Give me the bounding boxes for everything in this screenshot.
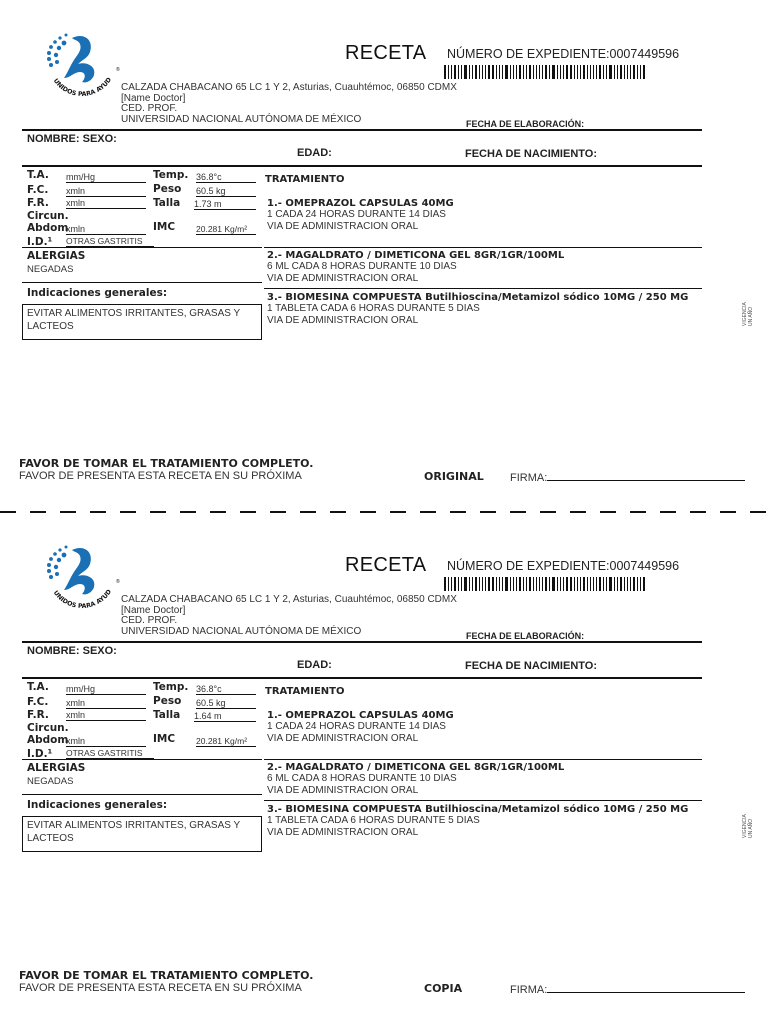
barcode-bar [472, 577, 473, 591]
barcode-bar [469, 577, 470, 591]
med-1-name: 1.- OMEPRAZOL CAPSULAS 40MG [267, 710, 454, 721]
med-divider-2 [264, 288, 702, 289]
med-1-dose: 1 CADA 24 HORAS DURANTE 14 DIAS [267, 209, 446, 220]
barcode-bar [542, 577, 543, 591]
cedula-profesional: CED. PROF. [121, 615, 178, 626]
abdom-value: xmln [66, 736, 146, 747]
ta-value: mm/Hg [66, 172, 146, 183]
barcode-bar [627, 577, 628, 591]
signature-line [547, 982, 745, 993]
barcode-bar [557, 65, 558, 79]
med-2-route: VIA DE ADMINISTRACION ORAL [267, 272, 419, 284]
barcode-bar [488, 577, 490, 591]
barcode-bar [488, 65, 490, 79]
barcode-bar [633, 577, 635, 591]
fc-value: xmln [66, 186, 146, 197]
barcode-bar [461, 577, 462, 591]
circun-label: Circun. [27, 210, 69, 222]
indicaciones-divider [22, 794, 262, 795]
barcode-bar [496, 577, 497, 591]
prescription-copy [0, 512, 768, 1012]
barcode-bar [444, 577, 446, 591]
copy-type-label: ORIGINAL [424, 470, 484, 483]
barcode-bar [469, 65, 470, 79]
university-name: UNIVERSIDAD NACIONAL AUTÓNOMA DE MÉXICO [121, 625, 362, 637]
barcode-bar [539, 577, 540, 591]
barcode-bar [599, 577, 601, 591]
talla-label: Talla [153, 197, 181, 209]
barcode-bar [519, 577, 521, 591]
barcode-bar [513, 577, 514, 591]
id-label: I.D.¹ [27, 748, 53, 760]
barcode-bar [451, 577, 452, 591]
barcode-bar [510, 577, 511, 591]
expediente-number: NÚMERO DE EXPEDIENTE:0007449596 [447, 559, 680, 573]
barcode-bar [640, 65, 641, 79]
barcode-bar [563, 577, 564, 591]
barcode-bar [536, 577, 537, 591]
barcode-bar [526, 577, 527, 591]
med-3-route: VIA DE ADMINISTRACION ORAL [267, 314, 419, 326]
expediente-number: NÚMERO DE EXPEDIENTE:0007449596 [447, 47, 680, 61]
barcode-bar [485, 65, 486, 79]
footer-bold-note: FAVOR DE TOMAR EL TRATAMIENTO COMPLETO. [19, 457, 314, 470]
barcode-bar [609, 65, 612, 79]
ta-value: mm/Hg [66, 684, 146, 695]
university-name: UNIVERSIDAD NACIONAL AUTÓNOMA DE MÉXICO [121, 113, 362, 125]
fc-label: F.C. [27, 696, 49, 708]
abdom-label: Abdom [27, 734, 69, 746]
med-1-route: VIA DE ADMINISTRACION ORAL [267, 732, 419, 744]
barcode-bar [533, 65, 534, 79]
barcode-bar [510, 65, 511, 79]
barcode-bar [516, 65, 517, 79]
barcode-bar [566, 577, 568, 591]
prescription-original [0, 0, 768, 500]
barcode-bar [557, 577, 558, 591]
svg-text:UNIDOS PARA AYUDAR: UNIDOS PARA AYUD [51, 76, 114, 99]
svg-text:UNIDOS PARA AYUDAR: UNIDOS PARA AYUD [51, 588, 114, 611]
fecha-nacimiento-label: FECHA DE NACIMIENTO: [465, 660, 597, 672]
barcode-bar [587, 65, 588, 79]
barcode [444, 577, 684, 591]
patient-divider [22, 677, 702, 679]
barcode-bar [448, 577, 449, 591]
indicaciones-box: EVITAR ALIMENTOS IRRITANTES, GRASAS Y LACTEOS [22, 816, 262, 852]
med-2-name: 2.- MAGALDRATO / DIMETICONA GEL 8GR/1GR/100ML [267, 250, 565, 261]
alergias-label: ALERGIAS [27, 762, 86, 774]
signature-line [547, 470, 745, 481]
barcode-bar [475, 577, 477, 591]
signature-field[interactable] [510, 470, 745, 484]
imc-label: IMC [153, 733, 176, 745]
barcode-bar [552, 577, 555, 591]
clinic-address: CALZADA CHABACANO 65 LC 1 Y 2, Asturias, Cuauhtémoc, 06850 CDMX [121, 594, 457, 605]
med-2-dose: 6 ML CADA 8 HORAS DURANTE 10 DIAS [267, 261, 457, 272]
edad-label: EDAD: [297, 659, 332, 671]
barcode-bar [614, 577, 615, 591]
barcode-bar [643, 577, 645, 591]
barcode-bar [637, 577, 638, 591]
barcode-bar [560, 65, 561, 79]
barcode-bar [513, 65, 514, 79]
med-3 [267, 804, 688, 838]
med-1-name: 1.- OMEPRAZOL CAPSULAS 40MG [267, 198, 454, 209]
barcode-bar [448, 65, 449, 79]
barcode-bar [574, 577, 575, 591]
clinic-address-block [121, 83, 457, 125]
abdom-value: xmln [66, 224, 146, 235]
barcode-bar [630, 577, 631, 591]
fecha-elaboracion-label: FECHA DE ELABORACIÓN: [466, 631, 585, 641]
barcode-bar [643, 65, 645, 79]
barcode-bar [461, 65, 462, 79]
barcode-bar [499, 65, 500, 79]
barcode-bar [577, 65, 578, 79]
footer-bold-note: FAVOR DE TOMAR EL TRATAMIENTO COMPLETO. [19, 969, 314, 982]
barcode-bar [536, 65, 537, 79]
med-2-dose: 6 ML CADA 8 HORAS DURANTE 10 DIAS [267, 773, 457, 784]
med-1-route: VIA DE ADMINISTRACION ORAL [267, 220, 419, 232]
doctor-name: [Name Doctor] [121, 604, 186, 616]
header-divider [22, 641, 702, 643]
peso-label: Peso [153, 695, 182, 707]
med-3-name: 3.- BIOMESINA COMPUESTA Butilhioscina/Metamizol sódico 10MG / 250 MG [267, 292, 689, 303]
barcode-bar [603, 65, 604, 79]
barcode-bar [482, 65, 483, 79]
barcode-bar [590, 65, 591, 79]
imc-value: 20.281 Kg/m² [196, 224, 256, 235]
id-label: I.D.¹ [27, 236, 53, 248]
fc-label: F.C. [27, 184, 49, 196]
fecha-nacimiento-label: FECHA DE NACIMIENTO: [465, 148, 597, 160]
barcode-bar [617, 577, 618, 591]
barcode-bar [539, 65, 540, 79]
barcode-bar [523, 577, 524, 591]
med-2 [267, 762, 564, 796]
fr-value: xmln [66, 710, 146, 721]
cedula-profesional: CED. PROF. [121, 103, 178, 114]
barcode-bar [596, 577, 597, 591]
barcode-bar [640, 577, 641, 591]
barcode-bar [552, 65, 555, 79]
barcode-bar [464, 65, 467, 79]
barcode-bar [630, 65, 631, 79]
talla-label: Talla [153, 709, 181, 721]
barcode-bar [583, 577, 585, 591]
barcode-bar [505, 577, 508, 591]
alergias-label: ALERGIAS [27, 250, 86, 262]
barcode [444, 65, 684, 79]
barcode-bar [475, 65, 477, 79]
clinic-logo [38, 536, 124, 622]
barcode-bar [516, 577, 517, 591]
med-1 [267, 198, 454, 232]
footer-note: FAVOR DE PRESENTA ESTA RECETA EN SU PRÓXIMA [19, 982, 302, 994]
fr-label: F.R. [27, 709, 49, 721]
copy-type-label: COPIA [424, 982, 463, 995]
vigencia-note: VIGENCIA UN AÑO [742, 302, 754, 326]
barcode-bar [529, 65, 531, 79]
doctor-name: [Name Doctor] [121, 92, 186, 104]
barcode-bar [464, 577, 467, 591]
tratamiento-label: TRATAMIENTO [265, 174, 345, 185]
svg-text:®: ® [116, 67, 120, 73]
barcode-bar [620, 577, 622, 591]
nombre-sexo-label: NOMBRE: SEXO: [27, 133, 117, 145]
med-1-dose: 1 CADA 24 HORAS DURANTE 14 DIAS [267, 721, 446, 732]
barcode-bar [454, 577, 456, 591]
med-3-name: 3.- BIOMESINA COMPUESTA Butilhioscina/Metamizol sódico 10MG / 250 MG [267, 804, 689, 815]
barcode-bar [549, 577, 550, 591]
barcode-bar [624, 65, 625, 79]
barcode-bar [482, 577, 483, 591]
imc-value: 20.281 Kg/m² [196, 736, 256, 747]
abdom-label: Abdom [27, 222, 69, 234]
id-value: OTRAS GASTRITIS [66, 748, 154, 759]
ta-label: T.A. [27, 681, 49, 693]
clinic-logo [38, 24, 124, 110]
barcode-bar [577, 577, 578, 591]
barcode-bar [590, 577, 591, 591]
barcode-bar [583, 65, 585, 79]
barcode-bar [566, 65, 568, 79]
barcode-bar [599, 65, 601, 79]
temp-label: Temp. [153, 681, 189, 693]
barcode-bar [633, 65, 635, 79]
talla-value: 1.64 m [194, 711, 256, 722]
barcode-bar [519, 65, 521, 79]
fr-label: F.R. [27, 197, 49, 209]
barcode-bar [580, 65, 581, 79]
barcode-bar [458, 65, 459, 79]
med-2 [267, 250, 564, 284]
barcode-bar [533, 577, 534, 591]
barcode-bar [492, 577, 494, 591]
svg-text:®: ® [116, 579, 120, 585]
barcode-bar [560, 577, 561, 591]
barcode-bar [542, 65, 543, 79]
edad-label: EDAD: [297, 147, 332, 159]
barcode-bar [593, 65, 594, 79]
firma-label: FIRMA: [510, 472, 548, 484]
barcode-bar [526, 65, 527, 79]
med-divider-1 [264, 247, 702, 248]
barcode-bar [549, 65, 550, 79]
barcode-bar [596, 65, 597, 79]
barcode-bar [627, 65, 628, 79]
indicaciones-label: Indicaciones generales: [27, 799, 168, 811]
barcode-bar [570, 577, 572, 591]
barcode-bar [502, 577, 503, 591]
tratamiento-label: TRATAMIENTO [265, 686, 345, 697]
barcode-bar [606, 65, 607, 79]
barcode-bar [505, 65, 508, 79]
barcode-bar [479, 577, 480, 591]
med-3-dose: 1 TABLETA CADA 6 HORAS DURANTE 5 DIAS [267, 815, 480, 826]
med-3-route: VIA DE ADMINISTRACION ORAL [267, 826, 419, 838]
firma-label: FIRMA: [510, 984, 548, 996]
barcode-bar [574, 65, 575, 79]
signature-field[interactable] [510, 982, 745, 996]
med-2-name: 2.- MAGALDRATO / DIMETICONA GEL 8GR/1GR/100ML [267, 762, 565, 773]
nombre-sexo-label: NOMBRE: SEXO: [27, 645, 117, 657]
alergias-divider [22, 759, 262, 760]
med-2-route: VIA DE ADMINISTRACION ORAL [267, 784, 419, 796]
med-1 [267, 710, 454, 744]
talla-value: 1.73 m [194, 199, 256, 210]
alergias-divider [22, 247, 262, 248]
fc-value: xmln [66, 698, 146, 709]
barcode-bar [545, 577, 547, 591]
med-divider-1 [264, 759, 702, 760]
peso-value: 60.5 kg [196, 698, 256, 709]
id-value: OTRAS GASTRITIS [66, 236, 154, 247]
temp-value: 36.8°c [196, 684, 256, 695]
barcode-bar [609, 577, 612, 591]
clinic-address-block [121, 595, 457, 637]
barcode-bar [637, 65, 638, 79]
barcode-bar [614, 65, 615, 79]
barcode-bar [502, 65, 503, 79]
clinic-address: CALZADA CHABACANO 65 LC 1 Y 2, Asturias, Cuauhtémoc, 06850 CDMX [121, 82, 457, 93]
indicaciones-label: Indicaciones generales: [27, 287, 168, 299]
header-divider [22, 129, 702, 131]
indicaciones-divider [22, 282, 262, 283]
fr-value: xmln [66, 198, 146, 209]
med-3-dose: 1 TABLETA CADA 6 HORAS DURANTE 5 DIAS [267, 303, 480, 314]
barcode-bar [620, 65, 622, 79]
barcode-bar [451, 65, 452, 79]
peso-label: Peso [153, 183, 182, 195]
barcode-bar [587, 577, 588, 591]
footer-note: FAVOR DE PRESENTA ESTA RECETA EN SU PRÓXIMA [19, 470, 302, 482]
barcode-bar [485, 577, 486, 591]
barcode-bar [458, 577, 459, 591]
imc-label: IMC [153, 221, 176, 233]
barcode-bar [606, 577, 607, 591]
barcode-bar [529, 577, 531, 591]
vigencia-note: VIGENCIA UN AÑO [742, 814, 754, 838]
barcode-bar [444, 65, 446, 79]
barcode-bar [563, 65, 564, 79]
fecha-elaboracion-label: FECHA DE ELABORACIÓN: [466, 119, 585, 129]
peso-value: 60.5 kg [196, 186, 256, 197]
barcode-bar [479, 65, 480, 79]
barcode-bar [496, 65, 497, 79]
alergias-value: NEGADAS [27, 776, 74, 787]
indicaciones-box: EVITAR ALIMENTOS IRRITANTES, GRASAS Y LACTEOS [22, 304, 262, 340]
circun-label: Circun. [27, 722, 69, 734]
barcode-bar [545, 65, 547, 79]
temp-label: Temp. [153, 169, 189, 181]
barcode-bar [593, 577, 594, 591]
barcode-bar [580, 577, 581, 591]
barcode-bar [523, 65, 524, 79]
patient-divider [22, 165, 702, 167]
med-divider-2 [264, 800, 702, 801]
alergias-value: NEGADAS [27, 264, 74, 275]
med-3 [267, 292, 688, 326]
barcode-bar [624, 577, 625, 591]
document-title: RECETA [345, 42, 427, 64]
barcode-bar [454, 65, 456, 79]
barcode-bar [472, 65, 473, 79]
barcode-bar [499, 577, 500, 591]
ta-label: T.A. [27, 169, 49, 181]
barcode-bar [617, 65, 618, 79]
document-title: RECETA [345, 554, 427, 576]
temp-value: 36.8°c [196, 172, 256, 183]
barcode-bar [492, 65, 494, 79]
barcode-bar [603, 577, 604, 591]
barcode-bar [570, 65, 572, 79]
